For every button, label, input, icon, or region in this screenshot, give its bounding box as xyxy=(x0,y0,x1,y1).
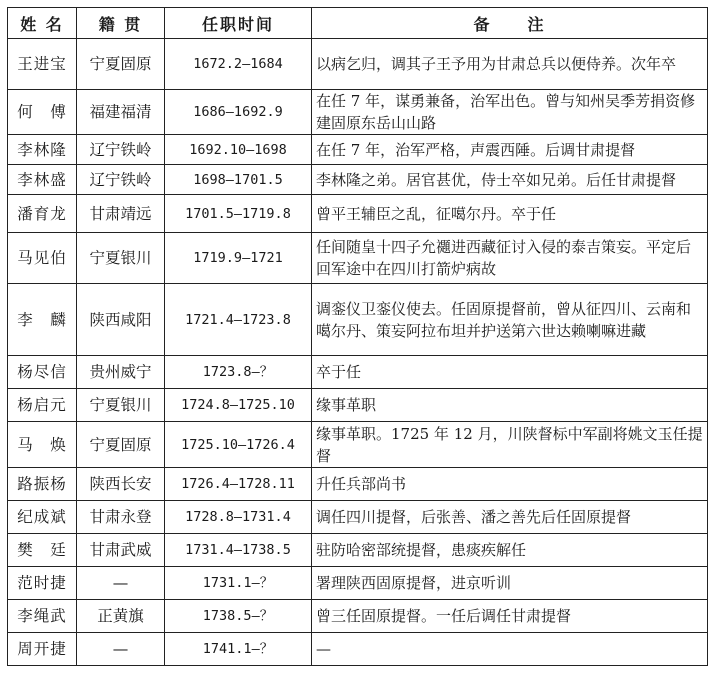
name-cell: 杨尽信 xyxy=(8,356,77,389)
note-cell: 任间随皇十四子允禵进西藏征讨入侵的泰吉策妄。平定后回军途中在四川打箭炉病故 xyxy=(312,233,708,284)
header-row xyxy=(8,8,708,39)
table-row xyxy=(8,165,708,195)
term-cell: 1741.1—？ xyxy=(165,633,312,666)
origin-cell: 宁夏固原 xyxy=(77,39,165,90)
table-row xyxy=(8,233,708,284)
name-cell: 马见伯 xyxy=(8,233,77,284)
note-cell: 调銮仪卫銮仪使去。任固原提督前，曾从征四川、云南和噶尔丹、策妄阿拉布坦并护送第六世达赖喇嘛进藏 xyxy=(312,284,708,356)
origin-cell: — xyxy=(77,633,165,666)
table-row xyxy=(8,90,708,135)
table-row xyxy=(8,135,708,165)
origin-cell: 宁夏银川 xyxy=(77,389,165,422)
origin-cell: 福建福清 xyxy=(77,90,165,135)
origin-cell: 宁夏银川 xyxy=(77,233,165,284)
note-cell: 以病乞归，调其子王予用为甘肃总兵以便侍养。次年卒 xyxy=(312,39,708,90)
name-cell: 范时捷 xyxy=(8,567,77,600)
header-term: 任职时间 xyxy=(165,8,312,39)
note-cell: 李林隆之弟。居官甚优，侍士卒如兄弟。后任甘肃提督 xyxy=(312,165,708,195)
origin-cell: 甘肃永登 xyxy=(77,501,165,534)
header-origin: 籍 贯 xyxy=(77,8,165,39)
name-cell: 李 麟 xyxy=(8,284,77,356)
origin-cell: 陕西咸阳 xyxy=(77,284,165,356)
term-cell: 1692.10—1698 xyxy=(165,135,312,165)
table-row xyxy=(8,468,708,501)
note-cell: 升任兵部尚书 xyxy=(312,468,708,501)
note-cell: 缘事革职 xyxy=(312,389,708,422)
table-row xyxy=(8,567,708,600)
term-cell: 1731.1—？ xyxy=(165,567,312,600)
term-cell: 1686—1692.9 xyxy=(165,90,312,135)
officials-table xyxy=(7,7,708,666)
name-cell: 樊 廷 xyxy=(8,534,77,567)
term-cell: 1738.5—？ xyxy=(165,600,312,633)
term-cell: 1698—1701.5 xyxy=(165,165,312,195)
term-cell: 1724.8—1725.10 xyxy=(165,389,312,422)
note-cell: 在任 7 年，谋勇兼备，治军出色。曾与知州吴季芳捐资修建固原东岳山山路 xyxy=(312,90,708,135)
note-cell: — xyxy=(312,633,708,666)
origin-cell: 甘肃武威 xyxy=(77,534,165,567)
header-name: 姓 名 xyxy=(8,8,77,39)
term-cell: 1701.5—1719.8 xyxy=(165,195,312,233)
table-row xyxy=(8,501,708,534)
table-row xyxy=(8,534,708,567)
origin-cell: 宁夏固原 xyxy=(77,422,165,468)
name-cell: 纪成斌 xyxy=(8,501,77,534)
note-cell: 卒于任 xyxy=(312,356,708,389)
table-row xyxy=(8,356,708,389)
term-cell: 1728.8—1731.4 xyxy=(165,501,312,534)
table-row xyxy=(8,39,708,90)
name-cell: 王进宝 xyxy=(8,39,77,90)
name-cell: 何 傅 xyxy=(8,90,77,135)
header-note: 备 注 xyxy=(312,8,708,39)
name-cell: 李绳武 xyxy=(8,600,77,633)
note-cell: 曾平王辅臣之乱，征噶尔丹。卒于任 xyxy=(312,195,708,233)
term-cell: 1719.9—1721 xyxy=(165,233,312,284)
origin-cell: 甘肃靖远 xyxy=(77,195,165,233)
origin-cell: 辽宁铁岭 xyxy=(77,135,165,165)
name-cell: 李林隆 xyxy=(8,135,77,165)
term-cell: 1723.8—？ xyxy=(165,356,312,389)
origin-cell: 辽宁铁岭 xyxy=(77,165,165,195)
note-cell: 缘事革职。1725 年 12 月，川陕督标中军副将姚文玉任提督 xyxy=(312,422,708,468)
name-cell: 潘育龙 xyxy=(8,195,77,233)
origin-cell: 贵州威宁 xyxy=(77,356,165,389)
table-row xyxy=(8,600,708,633)
name-cell: 李林盛 xyxy=(8,165,77,195)
origin-cell: 陕西长安 xyxy=(77,468,165,501)
origin-cell: 正黄旗 xyxy=(77,600,165,633)
term-cell: 1721.4—1723.8 xyxy=(165,284,312,356)
name-cell: 路振杨 xyxy=(8,468,77,501)
name-cell: 杨启元 xyxy=(8,389,77,422)
term-cell: 1672.2—1684 xyxy=(165,39,312,90)
table-row xyxy=(8,633,708,666)
note-cell: 调任四川提督，后张善、潘之善先后任固原提督 xyxy=(312,501,708,534)
name-cell: 马 焕 xyxy=(8,422,77,468)
term-cell: 1731.4—1738.5 xyxy=(165,534,312,567)
note-cell: 驻防哈密部统提督，患痰疾解任 xyxy=(312,534,708,567)
note-cell: 署理陕西固原提督，进京听训 xyxy=(312,567,708,600)
term-cell: 1726.4—1728.11 xyxy=(165,468,312,501)
table-row xyxy=(8,284,708,356)
table-row xyxy=(8,422,708,468)
table-row xyxy=(8,389,708,422)
note-cell: 在任 7 年，治军严格，声震西陲。后调甘肃提督 xyxy=(312,135,708,165)
note-cell: 曾三任固原提督。一任后调任甘肃提督 xyxy=(312,600,708,633)
name-cell: 周开捷 xyxy=(8,633,77,666)
table-row xyxy=(8,195,708,233)
term-cell: 1725.10—1726.4 xyxy=(165,422,312,468)
origin-cell: — xyxy=(77,567,165,600)
